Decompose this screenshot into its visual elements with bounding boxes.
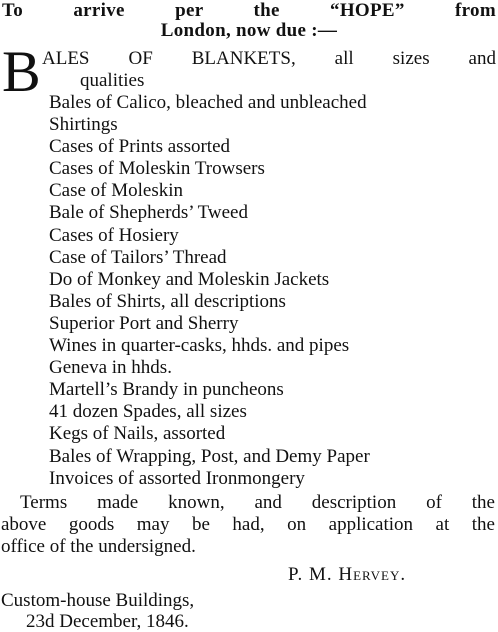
list-item: Cases of Prints assorted <box>49 136 231 158</box>
terms-paragraph <box>1 492 495 558</box>
list-item: Bales of Shirts, all descriptions <box>49 290 286 312</box>
headline-line-2: London, now due :— <box>160 20 338 41</box>
list-item: Bales of Wrapping, Post, and Demy Paper <box>49 445 370 467</box>
lead-item-text: ALES OF BLANKETS, all sizes and <box>42 48 496 69</box>
address-block <box>1 590 194 632</box>
address-date: 23d December, 1846. <box>26 611 189 632</box>
list-item: Bales of Calico, bleached and unbleached <box>49 92 367 113</box>
list-item: Case of Tailors’ Thread <box>49 246 227 268</box>
drop-cap: B <box>2 39 41 104</box>
list-item: Cases of Hosiery <box>49 224 179 246</box>
list-item: Invoices of assorted Ironmongery <box>49 467 305 489</box>
terms-line-1: Terms made known, and description of the <box>20 492 495 513</box>
list-item: Geneva in hhds. <box>49 357 172 379</box>
signature: P. M. Hervey. <box>288 564 407 585</box>
headline-line-1: To arrive per the “HOPE” from <box>2 0 496 21</box>
terms-line-2: above goods may be had, on application at the <box>1 514 495 535</box>
list-item: Shirtings <box>49 114 118 136</box>
lead-item-continuation: qualities <box>80 70 145 91</box>
list-item: Superior Port and Sherry <box>49 312 239 334</box>
goods-list <box>49 92 497 490</box>
list-item: Kegs of Nails, assorted <box>49 423 226 445</box>
terms-line-3: office of the undersigned. <box>1 536 196 557</box>
list-item: Wines in quarter-casks, hhds. and pipes <box>49 335 350 357</box>
list-item: Martell’s Brandy in puncheons <box>49 379 284 401</box>
list-item: Cases of Moleskin Trowsers <box>49 158 265 180</box>
list-item: Bale of Shepherds’ Tweed <box>49 202 248 224</box>
list-item: Case of Moleskin <box>49 180 184 202</box>
address-line-1: Custom-house Buildings, <box>1 590 195 611</box>
list-item: 41 dozen Spades, all sizes <box>49 401 247 423</box>
list-item: Do of Monkey and Moleskin Jackets <box>49 268 330 290</box>
